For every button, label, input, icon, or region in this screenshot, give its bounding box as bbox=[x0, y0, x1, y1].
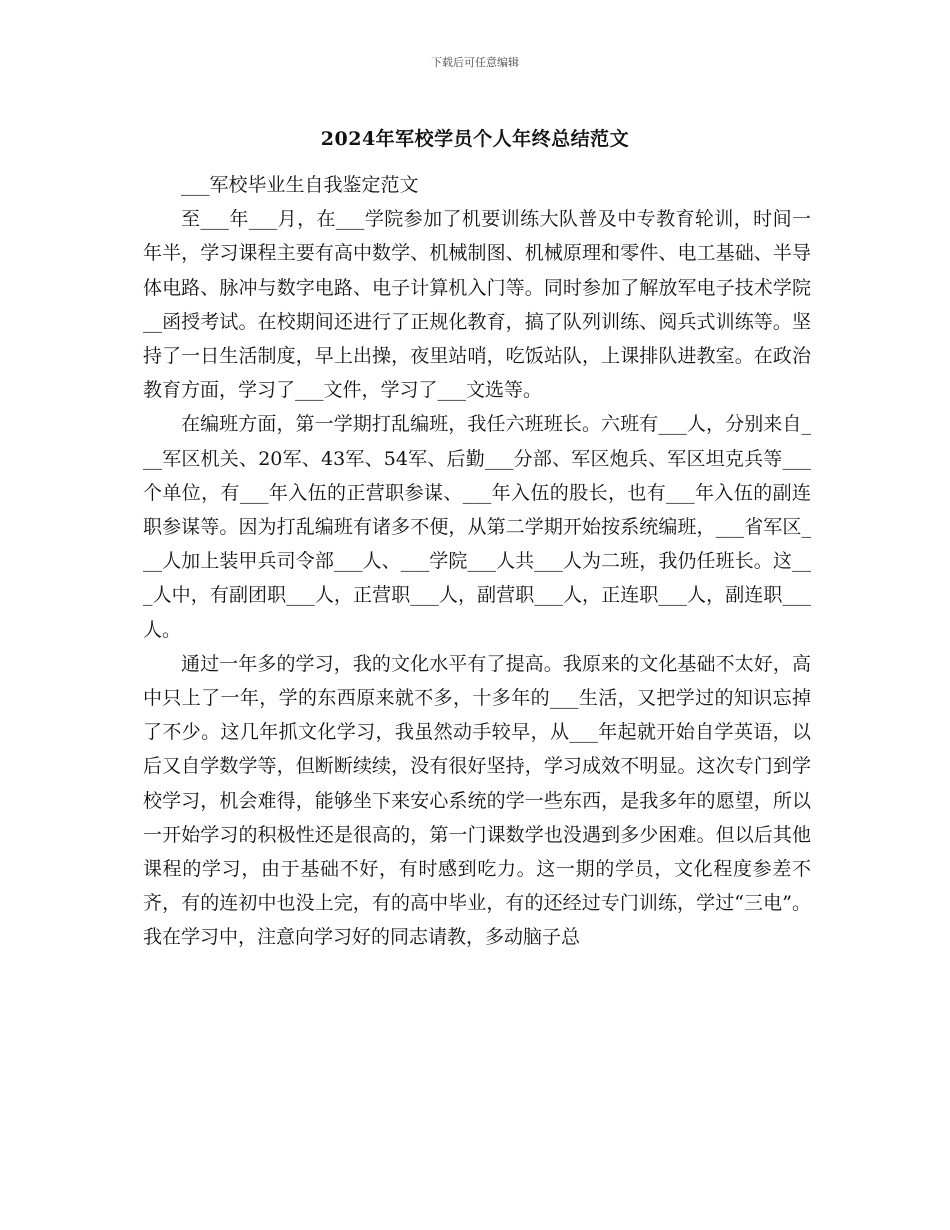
paragraph: 通过一年多的学习，我的文化水平有了提高。我原来的文化基础不太好，高中只上了一年，学的东西原来就不多，十多年的___生活，又把学过的知识忘掉了不少。这几年抓文化学习，我虽然动手较早，从___年起就开始自学英语，以后又自学数学等，但断断续续，没有很好坚持，学习成效不明显。这次专门到学校学习，机会难得，能够坐下来安心系统的学一些东西，是我多年的愿望，所以一开始学习的积极性还是很高的，第一门课数学也没遇到多少困难。但以后其他课程的学习，由于基础不好，有时感到吃力。这一期的学员，文化程度参差不齐，有的连初中也没上完，有的高中毕业，有的还经过专门训练，学过“三电”。我在学习中，注意向学习好的同志请教，多动脑子总 bbox=[143, 652, 811, 949]
paragraph: 在编班方面，第一学期打乱编班，我任六班班长。六班有___人，分别来自___军区机关、20军、43军、54军、后勤___分部、军区炮兵、军区坦克兵等___个单位，有___年入伍的正营职参谋、___年入伍的股长，也有___年入伍的副连职参谋等。因为打乱编班有诸多不便，从第二学期开始按系统编班，___省军区___人加上装甲兵司令部___人、___学院___人共___人为二班，我仍任班长。这___人中，有副团职___人，正营职___人，副营职___人，正连职___人，副连职___人。 bbox=[143, 413, 811, 641]
paragraph: 至___年___月，在___学院参加了机要训练大队普及中专教育轮训，时间一年半，学习课程主要有高中数学、机械制图、机械原理和零件、电工基础、半导体电路、脉冲与数字电路、电子计算机入门等。同时参加了解放军电子技术学院__函授考试。在校期间还进行了正规化教育，搞了队列训练、阅兵式训练等。坚持了一日生活制度，早上出操，夜里站哨，吃饭站队，上课排队进教室。在政治教育方面，学习了___文件，学习了___文选等。 bbox=[143, 208, 811, 402]
paragraph-subtitle: ___军校毕业生自我鉴定范文 bbox=[181, 174, 419, 196]
document-body bbox=[143, 168, 811, 955]
header-note: 下载后可任意编辑 bbox=[431, 56, 519, 69]
document-title: 2024年军校学员个人年终总结范文 bbox=[320, 128, 630, 150]
